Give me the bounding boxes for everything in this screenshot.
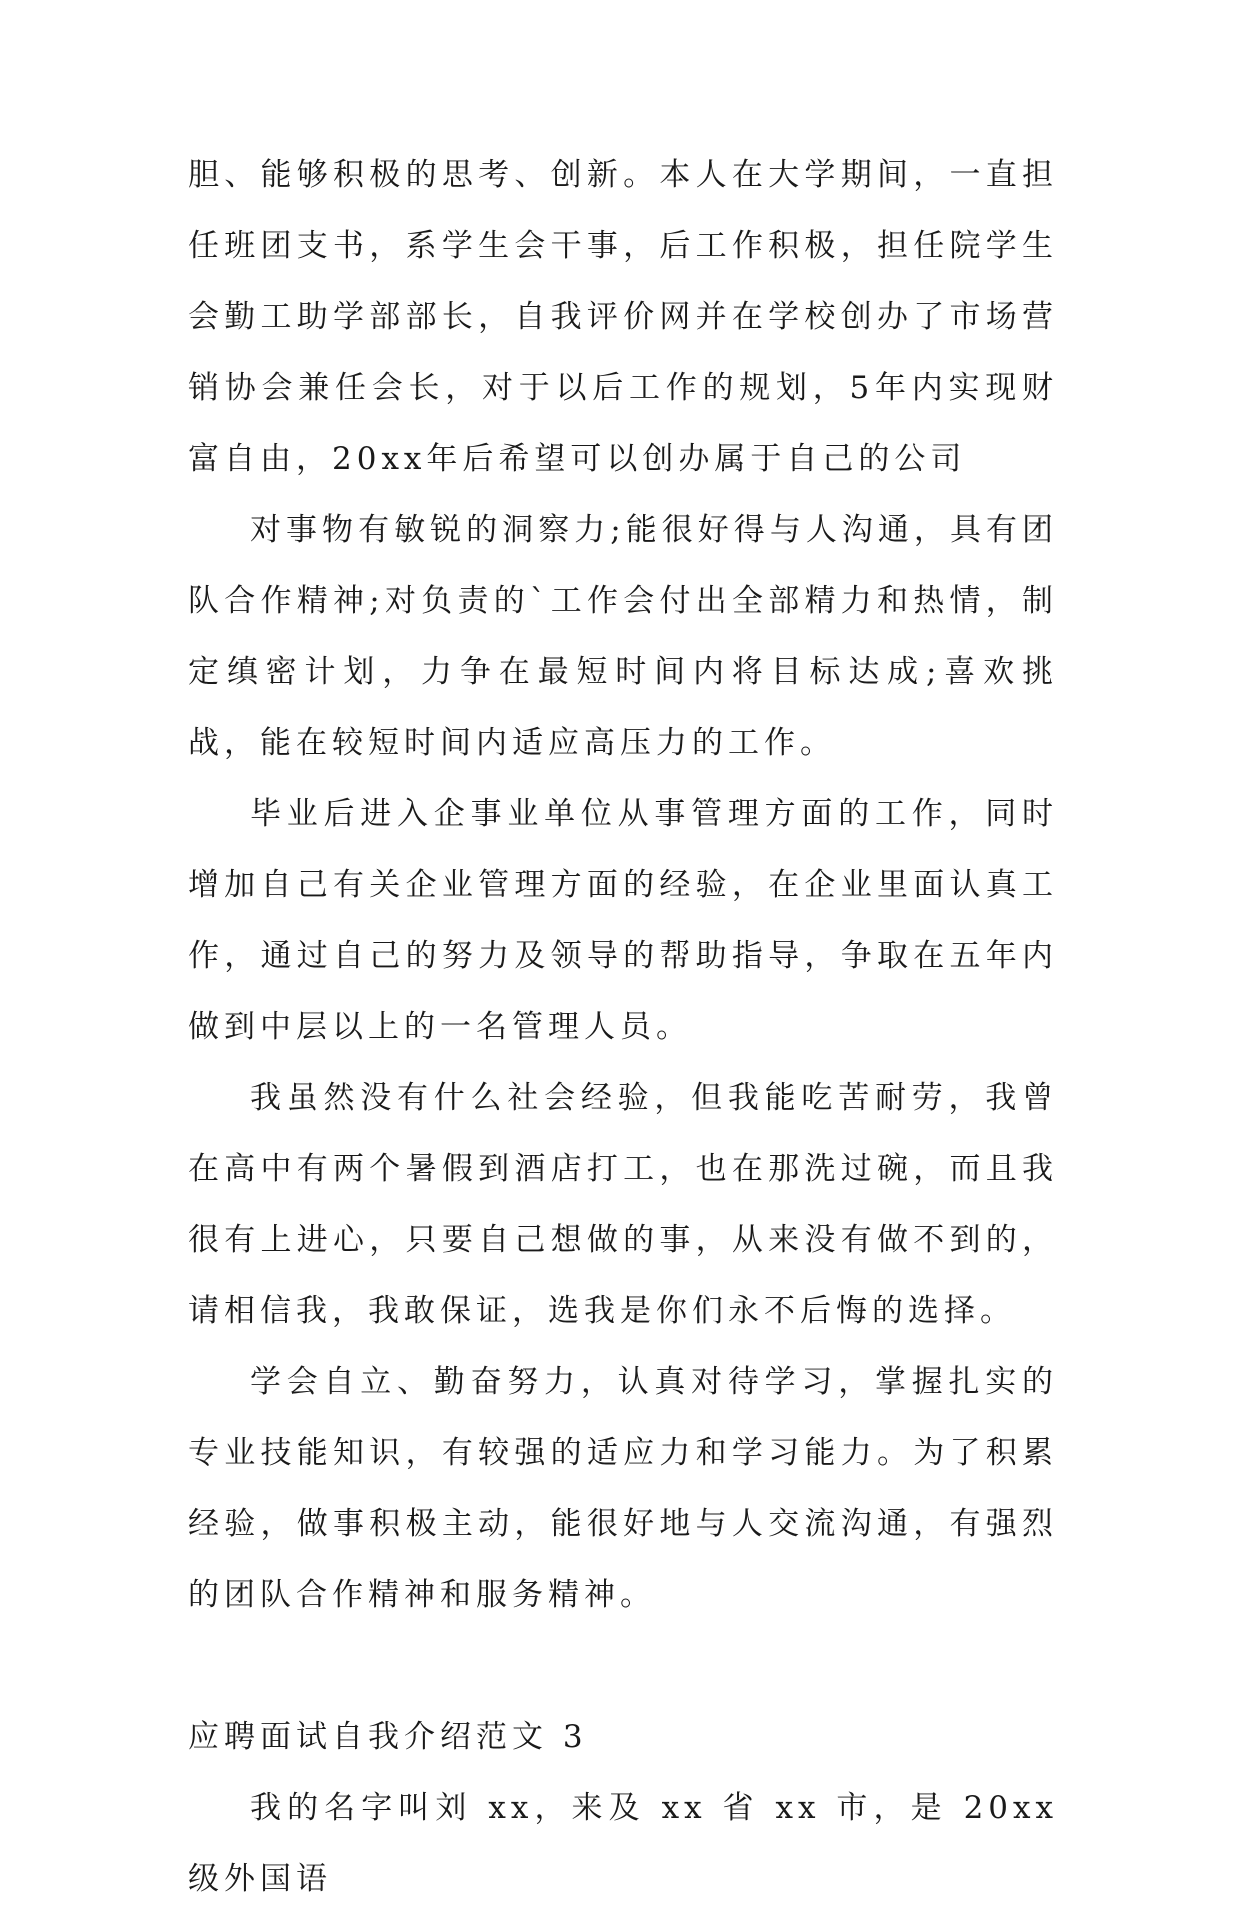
paragraph-introduction: 我的名字叫刘 xx，来及 xx 省 xx 市，是 20xx 级外国语: [188, 1790, 1058, 1897]
paragraph-career-plan: 毕业后进入企事业单位从事管理方面的工作，同时增加自己有关企业管理方面的经验，在企业里面认真工作，通过自己的努力及领导的帮助指导，争取在五年内做到中层以上的一名管理人员。: [188, 796, 1058, 1045]
section-heading: 应聘面试自我介绍范文 3: [188, 1719, 588, 1755]
paragraph-work-experience: 我虽然没有什么社会经验，但我能吃苦耐劳，我曾在高中有两个暑假到酒店打工，也在那洗过碗，而且我很有上进心，只要自己想做的事，从来没有做不到的，请相信我，我敢保证，选我是你们永不后悔的选择。: [188, 1080, 1058, 1329]
document-body: [188, 140, 1058, 1915]
paragraph-learning: 学会自立、勤奋努力，认真对待学习，掌握扎实的专业技能知识，有较强的适应力和学习能力。为了积累经验，做事积极主动，能很好地与人交流沟通，有强烈的团队合作精神和服务精神。: [188, 1364, 1058, 1613]
paragraph-continuation: 胆、能够积极的思考、创新。本人在大学期间，一直担任班团支书，系学生会干事，后工作积极，担任院学生会勤工助学部部长，自我评价网并在学校创办了市场营销协会兼任会长，对于以后工作的规划，5年内实现财富自由，20xx年后希望可以创办属于自己的公司: [188, 157, 1058, 477]
paragraph-insight: 对事物有敏锐的洞察力;能很好得与人沟通，具有团队合作精神;对负责的`工作会付出全部精力和热情，制定缜密计划，力争在最短时间内将目标达成;喜欢挑战，能在较短时间内适应高压力的工作。: [188, 512, 1058, 761]
